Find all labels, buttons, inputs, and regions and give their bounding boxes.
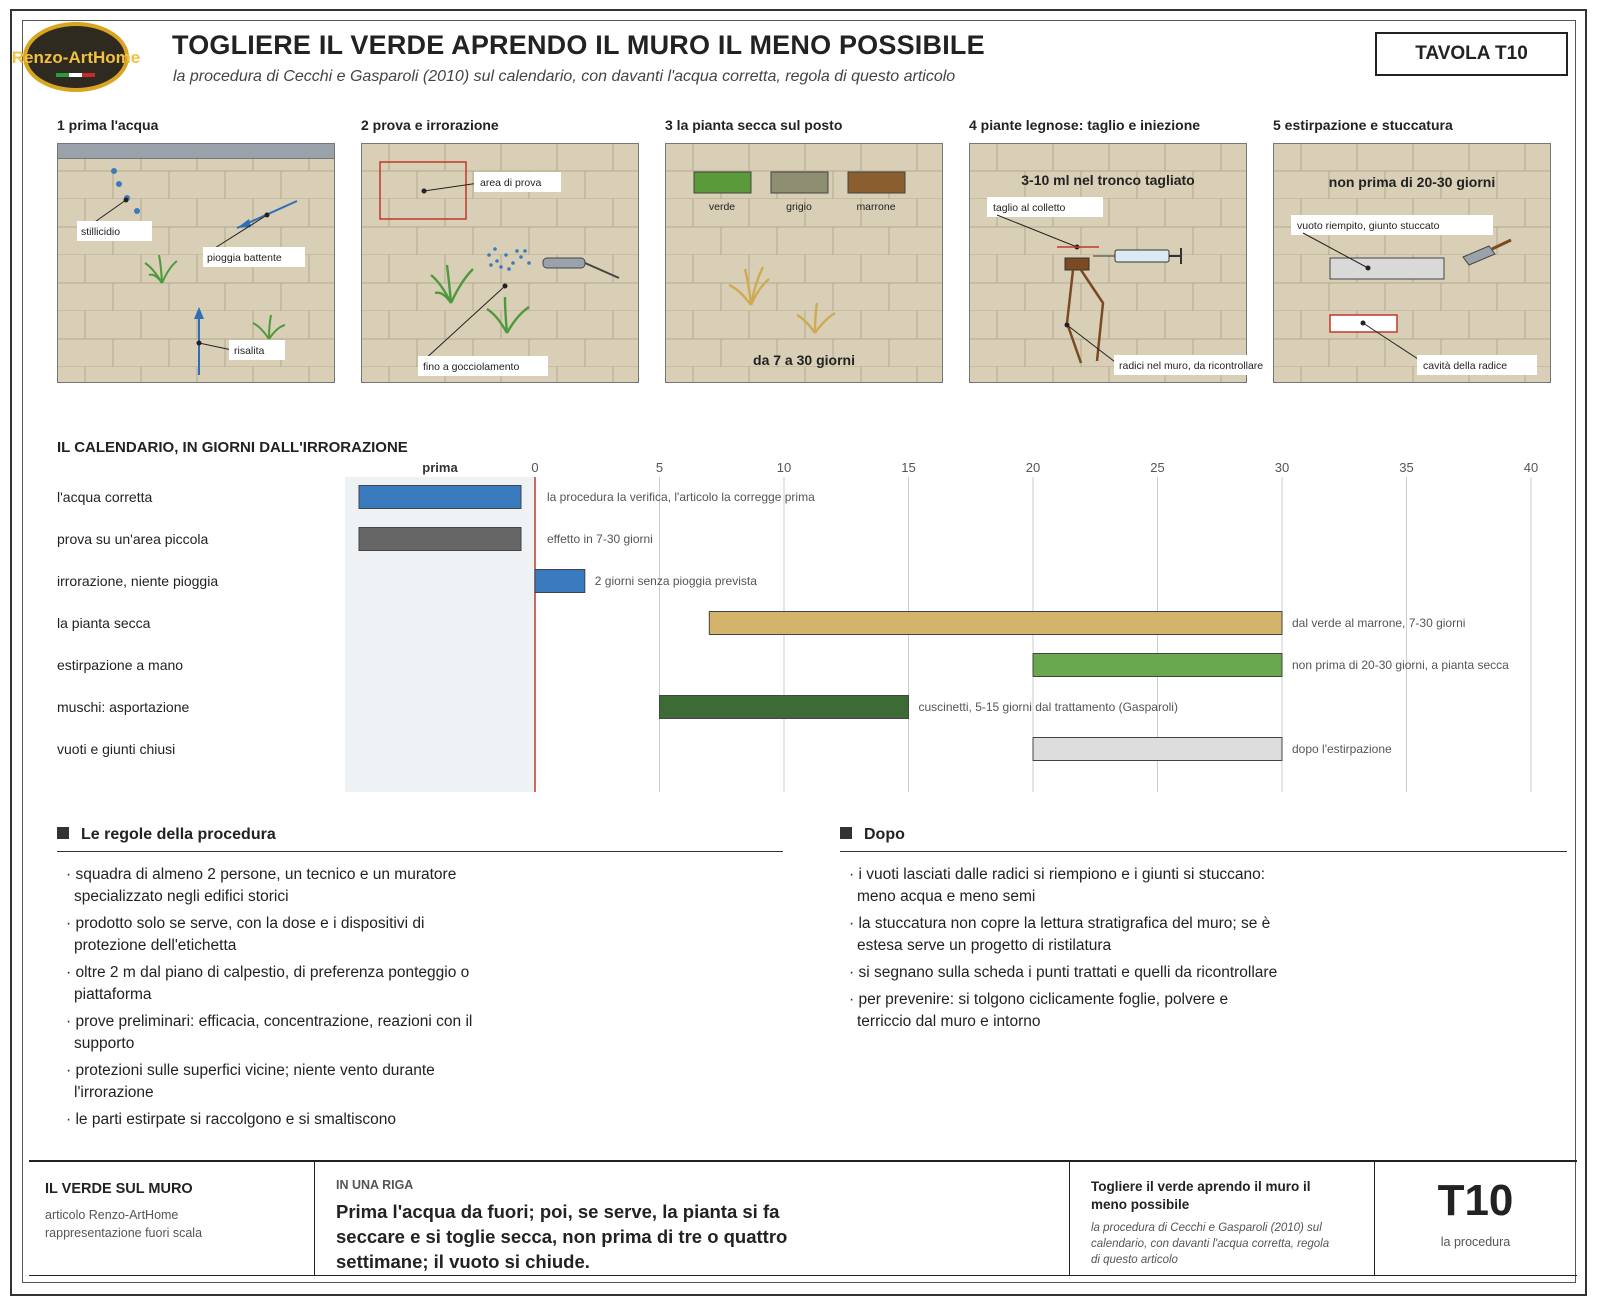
rule-item: · prodotto solo se serve, con la dose e i dispositivi di protezione dell'etichetta — [58, 913, 498, 957]
filled-joint — [1330, 258, 1444, 279]
x-tick-label: 25 — [1150, 460, 1165, 475]
bar-note: non prima di 20-30 giorni, a pianta secca — [1292, 658, 1509, 672]
calendar-chart — [0, 455, 1600, 795]
x-tick-label: 10 — [776, 460, 792, 475]
panel-5-heading: non prima di 20-30 giorni — [1328, 174, 1496, 190]
swatch-verde — [694, 172, 751, 193]
panel-4-heading: 3-10 ml nel tronco tagliato — [1021, 172, 1195, 188]
square-bullet-icon — [57, 827, 69, 839]
rule-item: · protezioni sulle superfici vicine; niente vento durante l'irrorazione — [58, 1060, 498, 1104]
label-area-prova: area di prova — [480, 177, 542, 189]
row-label: irrorazione, niente pioggia — [57, 573, 219, 589]
footer-divider — [1069, 1161, 1070, 1275]
footer-bottom-rule — [29, 1275, 1577, 1276]
gantt-bar — [660, 696, 909, 719]
x-tick-label: 5 — [655, 460, 664, 475]
panel-4-title: 4 piante legnose: taglio e iniezione — [969, 117, 1201, 133]
prima-zone — [345, 477, 535, 792]
label-risalita: risalita — [234, 345, 265, 357]
x-tick-label: 15 — [901, 460, 916, 475]
syringe-icon — [1115, 250, 1169, 262]
panel-4-illustration — [969, 143, 1264, 383]
swatch-grigio — [771, 172, 828, 193]
rule-item: · squadra di almeno 2 persone, un tecnico e un muratore specializzato negli edifici storici — [58, 864, 498, 908]
footer-top-rule — [29, 1160, 1577, 1162]
after-item: · per prevenire: si tolgono ciclicamente foglie, polvere e terriccio dal muro e intorno — [841, 989, 1281, 1033]
footer-sheet-title: Togliere il verde aprendo il muro il meno possibile — [1091, 1179, 1311, 1212]
gantt-bar — [1033, 738, 1282, 761]
gantt-bar — [359, 528, 521, 551]
row-label: muschi: asportazione — [57, 699, 190, 715]
swatch-label-grigio: grigio — [786, 201, 812, 213]
x-tick-label: 40 — [1523, 460, 1539, 475]
footer-one-line: Prima l'acqua da fuori; poi, se serve, la pianta si fa seccare e si toglie secca, non prima di tre o quattro settimane; il vuoto si chiude. — [336, 1201, 788, 1272]
footer-code-sub: la procedura — [1440, 1235, 1511, 1249]
x-tick-label: 0 — [531, 460, 539, 475]
prima-label: prima — [422, 460, 458, 475]
panel-2-title: 2 prova e irrorazione — [361, 117, 499, 133]
bar-note: cuscinetti, 5-15 giorni dal trattamento (Gasparoli) — [918, 700, 1178, 714]
rules-title-text: Le regole della procedura — [81, 826, 276, 843]
rules-list — [58, 864, 498, 1136]
page-subtitle: la procedura di Cecchi e Gasparoli (2010) sul calendario, con davanti l'acqua corretta, regola di questo articolo — [173, 68, 956, 85]
bar-note: dal verde al marrone, 7-30 giorni — [1292, 616, 1466, 630]
panel-3-caption: da 7 a 30 giorni — [753, 352, 855, 368]
footer-divider — [314, 1161, 315, 1275]
row-label: prova su un'area piccola — [57, 531, 209, 547]
after-divider — [840, 851, 1567, 852]
after-item: · si segnano sulla scheda i punti trattati e quelli da ricontrollare — [841, 962, 1281, 984]
label-collar: taglio al colletto — [993, 202, 1066, 214]
gantt-bar — [709, 612, 1282, 635]
gantt-bar — [1033, 654, 1282, 677]
bar-note: dopo l'estirpazione — [1292, 742, 1392, 756]
swatch-marrone — [848, 172, 905, 193]
panel-1-illustration — [57, 143, 335, 383]
gantt-bar — [535, 570, 585, 593]
panel-1-title: 1 prima l'acqua — [57, 117, 159, 133]
rule-item: · prove preliminari: efficacia, concentrazione, reazioni con il supporto — [58, 1011, 498, 1055]
panel-2-illustration — [361, 143, 639, 383]
footer-sheet-sub: la procedura di Cecchi e Gasparoli (2010) sul calendario, con davanti l'acqua corretta, regola di questo articolo — [1091, 1222, 1330, 1266]
stump-icon — [1065, 258, 1089, 270]
logo-text: Renzo-ArtHome — [11, 48, 141, 67]
rules-title — [57, 826, 276, 844]
panel-5-title: 5 estirpazione e stuccatura — [1273, 117, 1453, 133]
label-stillicidio: stillicidio — [81, 226, 121, 238]
label-filled: vuoto riempito, giunto stuccato — [1297, 220, 1440, 232]
after-item: · i vuoti lasciati dalle radici si riempiono e i giunti si stuccano: meno acqua e meno semi — [841, 864, 1281, 908]
rule-item: · oltre 2 m dal piano di calpestio, di preferenza ponteggio o piattaforma — [58, 962, 498, 1006]
footer-one-line-label: IN UNA RIGA — [336, 1178, 414, 1192]
bar-note: 2 giorni senza pioggia prevista — [594, 574, 757, 588]
footer-scale: rappresentazione fuori scala — [45, 1226, 203, 1240]
label-cavity: cavità della radice — [1423, 360, 1508, 372]
calendar-title: IL CALENDARIO, IN GIORNI DALL'IRRORAZIONE — [57, 439, 408, 456]
row-label: l'acqua corretta — [57, 489, 153, 505]
footer-series: IL VERDE SUL MURO — [45, 1181, 193, 1197]
sprayer-icon — [543, 258, 585, 268]
page-title: TOGLIERE IL VERDE APRENDO IL MURO IL MENO POSSIBILE — [172, 30, 985, 60]
label-roots: radici nel muro, da ricontrollare — [1119, 360, 1264, 372]
x-tick-label: 30 — [1274, 460, 1290, 475]
tavola-badge: TAVOLA T10 — [1375, 32, 1568, 76]
bar-note: la procedura la verifica, l'articolo la corregge prima — [547, 490, 815, 504]
after-title — [840, 826, 905, 844]
rules-divider — [57, 851, 783, 852]
swatch-label-verde: verde — [708, 201, 736, 213]
bar-note: effetto in 7-30 giorni — [547, 532, 653, 546]
row-label: la pianta secca — [57, 615, 151, 631]
after-title-text: Dopo — [864, 826, 905, 843]
row-label: vuoti e giunti chiusi — [57, 741, 176, 757]
panel-3-title: 3 la pianta secca sul posto — [665, 117, 843, 133]
label-gocciolamento: fino a gocciolamento — [423, 361, 520, 373]
swatch-label-marrone: marrone — [856, 201, 896, 213]
square-bullet-icon — [840, 827, 852, 839]
panel-3-illustration — [665, 143, 943, 383]
x-tick-label: 35 — [1399, 460, 1414, 475]
gantt-bar — [359, 486, 521, 509]
footer-code: T10 — [1437, 1176, 1514, 1225]
rule-item: · le parti estirpate si raccolgono e si smaltiscono — [58, 1109, 498, 1131]
after-list — [841, 864, 1281, 1038]
row-label: estirpazione a mano — [57, 657, 184, 673]
panel-5-illustration — [1273, 143, 1551, 383]
label-pioggia: pioggia battente — [207, 252, 282, 264]
after-item: · la stuccatura non copre la lettura stratigrafica del muro; se è estesa serve un progetto di ristilatura — [841, 913, 1281, 957]
x-tick-label: 20 — [1025, 460, 1041, 475]
logo — [11, 18, 141, 96]
footer-article: articolo Renzo-ArtHome — [45, 1208, 179, 1222]
